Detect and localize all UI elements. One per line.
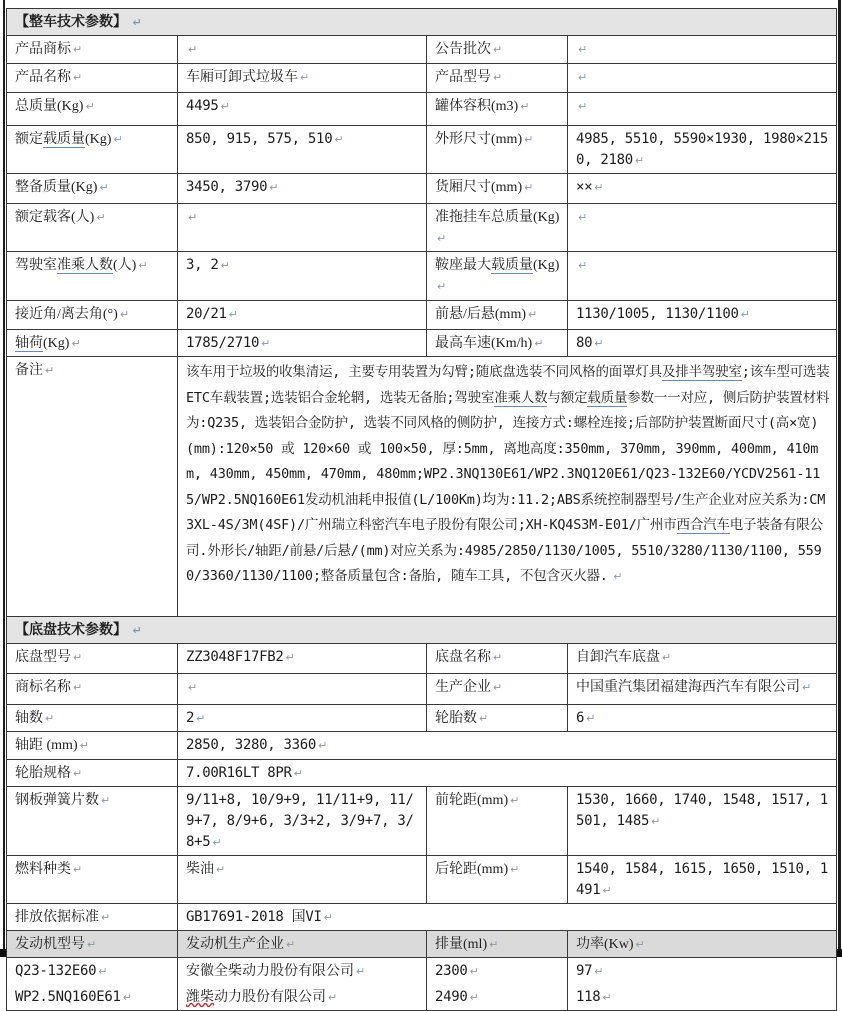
field-label: 轴数 [15,711,43,726]
field-value: 6 [576,710,585,726]
cell-value [178,644,427,674]
cell-value [568,787,837,856]
cell-label [7,174,178,204]
cell-value [568,252,837,301]
field-value: 2300 [435,963,468,979]
cell-value [568,174,837,204]
field-label: 接近角/离去角(°) [15,307,118,322]
cell-value [178,204,427,252]
field-label: 前悬/后悬(mm) [435,307,526,322]
engine-data-row [7,984,837,1011]
table-row [7,705,837,732]
cell-value [568,330,837,357]
field-label: 整备质量(Kg) [15,180,98,195]
paragraph-mark-icon: ↵ [594,337,604,350]
paragraph-mark-icon: ↵ [261,337,271,350]
cell-label [7,904,178,931]
field-label: 最高车速(Km/h) [435,336,533,351]
paragraph-mark-icon: ↵ [73,43,83,56]
paragraph-mark-icon: ↵ [113,133,123,146]
column-header: 排量(ml) [435,937,488,952]
cell-value [178,732,837,760]
table-row [7,357,837,617]
field-label: 备注 [15,363,43,378]
field-value: ×× [576,179,593,195]
cell-label [427,644,568,674]
cell-value [178,93,427,126]
field-value: 柴油 [186,862,214,877]
cell-value [178,674,427,705]
field-label: 轮胎规格 [15,766,71,781]
cell-value [568,301,837,330]
cell-label [427,93,568,126]
paragraph-mark-icon: ↵ [635,938,645,951]
field-label: 底盘型号 [15,650,71,665]
cell-value [178,36,427,64]
paragraph-mark-icon: ↵ [73,767,83,780]
cell-value [568,204,837,252]
field-value: WP2.5NQ160E61 [15,989,121,1005]
paragraph-mark-icon: ↵ [122,991,132,1004]
table-row [7,93,837,126]
cell-label [7,787,178,856]
paragraph-mark-icon: ↵ [132,16,142,29]
cell-label [7,674,178,705]
paragraph-mark-icon: ↵ [188,681,197,694]
cell-label [7,252,178,301]
paragraph-mark-icon: ↵ [73,681,83,694]
paragraph-mark-icon: ↵ [73,651,83,664]
cell-value [178,787,427,856]
field-label: 鞍座最大载质量(Kg) [435,258,560,273]
table-row [7,732,837,760]
cell-value [178,301,427,330]
paragraph-mark-icon: ↵ [73,863,83,876]
field-label: 轴荷(Kg) [15,336,70,351]
field-value: 20/21 [186,306,227,322]
table-row [7,9,837,36]
table-row [7,174,837,204]
table-row [7,760,837,787]
paragraph-mark-icon: ↵ [99,181,109,194]
section-title-text: 【整车技术参数】 [15,15,127,30]
cell-label [7,36,178,64]
field-value: ZZ3048F17FB2 [186,649,284,665]
cell-value [568,126,837,174]
page-edge-left [3,0,5,957]
cell-label [7,126,178,174]
field-label: 罐体容积(m3) [435,99,519,114]
field-value: 2850, 3280, 3360 [186,737,317,753]
paragraph-mark-icon: ↵ [216,863,226,876]
paragraph-mark-icon: ↵ [437,232,447,245]
paragraph-mark-icon: ↵ [602,884,612,897]
field-value: 2 [186,710,195,726]
field-label: 钢板弹簧片数 [15,793,99,808]
field-label: 产品商标 [15,42,71,57]
cell-value [568,93,837,126]
paragraph-mark-icon: ↵ [85,100,95,113]
engine-header-row [7,931,837,958]
field-value: 潍柴动力股份有限公司 [186,990,326,1005]
field-label: 总质量(Kg) [15,99,84,114]
field-label: 驾驶室准乘人数(人) [15,258,137,273]
paragraph-mark-icon: ↵ [469,965,479,978]
cell-engine-displacement [427,958,568,985]
paragraph-mark-icon: ↵ [578,43,587,56]
paragraph-mark-icon: ↵ [578,71,587,84]
cell-label [427,64,568,93]
cell-label-remark [7,357,178,617]
paragraph-mark-icon: ↵ [520,100,530,113]
cell-remark-text [178,357,837,617]
paragraph-mark-icon: ↵ [613,570,623,583]
paragraph-mark-icon: ↵ [188,211,197,224]
cell-value [568,64,837,93]
cell-value [178,64,427,93]
column-header: 发动机生产企业 [186,937,284,952]
paragraph-mark-icon: ↵ [45,364,55,377]
table-row [7,252,837,301]
paragraph-mark-icon: ↵ [101,794,111,807]
engine-header-power [568,931,837,958]
cell-label [427,330,568,357]
remark-text: 该车用于垃圾的收集清运, 主要专用装置为勾臂;随底盘选装不同风格的面罩灯具及排半驾驶室;该车型可选装ETC车载装置;选装铝合金轮辋, 选装无备胎;驾驶室准乘人数与额定载质量参数一一对应, 侧后防护装置材料为:Q235, 选装铝合金防护, 选装不同风格的侧防护, 连接方式:螺栓连接;后部防护装置断面尺寸(高×宽)(mm):120×50 或 120×60 或 100×50, 厚:5mm, 离地高度:350mm, 370mm, 390mm, 400mm, 410mm, 430mm, 450mm, 470mm, 480mm;WP2.3NQ130E61/WP2.3NQ120E61/Q23-132E60/YCDV2561-115/WP2.5NQ160E61发动机油耗申报值(L/100Km)均为:11.2;ABS系统控制器型号/生产企业对应关系为:CM3XL-4S/3M(4SF)/广州瑞立科密汽车电子股份有限公司;XH-KQ4S3M-E01/广州市西合汽车电子装备有限公司.外形长/轴距/前悬/后悬/(mm)对应关系为:4985/2850/1130/1005, 5510/3280/1130/1100, 5590/3360/1130/1100;整备质量包含:备胎, 随车工具, 不包含灭火器. [186,364,830,584]
paragraph-mark-icon: ↵ [437,280,447,293]
field-value: 3, 2 [186,257,219,273]
table-row [7,644,837,674]
cell-engine-model [7,958,178,985]
cell-label [427,204,568,252]
field-label: 底盘名称 [435,650,491,665]
field-label: 排放依据标准 [15,910,99,925]
cell-value [178,126,427,174]
cell-value [178,252,427,301]
paragraph-mark-icon: ↵ [479,712,489,725]
paragraph-mark-icon: ↵ [493,681,503,694]
cell-label [7,732,178,760]
paragraph-mark-icon: ↵ [534,337,544,350]
cell-value [568,856,837,904]
cell-label [7,705,178,732]
paragraph-mark-icon: ↵ [119,308,130,321]
table-row [7,904,837,931]
cell-value [178,904,837,931]
section-title-vehicle [7,9,837,36]
cell-value [568,705,837,732]
spec-table [6,8,837,1011]
paragraph-mark-icon: ↵ [524,133,534,146]
field-value: 1540, 1584, 1615, 1650, 1510, 1491 [576,861,828,898]
paragraph-mark-icon: ↵ [578,211,587,224]
field-value: 9/11+8, 10/9+9, 11/11+9, 11/9+7, 8/9+6, 3/3+2, 3/9+7, 3/8+5 [186,792,414,850]
paragraph-mark-icon: ↵ [293,767,303,780]
field-value: 850, 915, 575, 510 [186,131,333,147]
table-row [7,36,837,64]
paragraph-mark-icon: ↵ [96,211,106,224]
paragraph-mark-icon: ↵ [740,308,750,321]
paragraph-mark-icon: ↵ [510,794,520,807]
paragraph-mark-icon: ↵ [469,991,479,1004]
cell-label [427,126,568,174]
cell-engine-manufacturer [178,958,427,985]
field-value: 1130/1005, 1130/1100 [576,306,739,322]
field-value: 2490 [435,989,468,1005]
paragraph-mark-icon: ↵ [594,965,604,978]
paragraph-mark-icon: ↵ [79,739,89,752]
field-label: 燃料种类 [15,862,71,877]
paragraph-mark-icon: ↵ [285,651,295,664]
paragraph-mark-icon: ↵ [493,651,503,664]
field-value: 安徽全柴动力股份有限公司 [186,964,354,979]
paragraph-mark-icon: ↵ [662,651,672,664]
field-value: 4985, 5510, 5590×1930, 1980×2150, 2180 [576,131,828,168]
cell-label [7,93,178,126]
paragraph-mark-icon: ↵ [300,71,310,84]
cell-engine-manufacturer [178,984,427,1011]
paragraph-mark-icon: ↵ [578,259,587,272]
cell-label [7,644,178,674]
cell-label [7,64,178,93]
section-title-text: 【底盘技术参数】 [15,623,127,638]
cell-value [178,330,427,357]
table-row [7,64,837,93]
cell-engine-model [7,984,178,1011]
cell-label [7,856,178,904]
table-row [7,204,837,252]
field-label: 产品型号 [435,70,491,85]
table-row [7,787,837,856]
table-row [7,674,837,705]
paragraph-mark-icon: ↵ [98,965,108,978]
column-header: 功率(Kw) [576,937,634,952]
cell-label [427,787,568,856]
field-label: 轮胎数 [435,711,477,726]
paragraph-mark-icon: ↵ [651,815,661,828]
cell-value [178,760,837,787]
cell-value [568,644,837,674]
paragraph-mark-icon: ↵ [45,712,55,725]
table-row [7,617,837,644]
cell-label [427,174,568,204]
cell-label [7,301,178,330]
paragraph-mark-icon: ↵ [220,259,230,272]
table-row [7,330,837,357]
paragraph-mark-icon: ↵ [196,712,206,725]
paragraph-mark-icon: ↵ [318,739,327,752]
cell-value [568,36,837,64]
paragraph-mark-icon: ↵ [323,911,333,924]
cell-engine-power [568,984,837,1011]
paragraph-mark-icon: ↵ [489,938,499,951]
cell-value [178,705,427,732]
paragraph-mark-icon: ↵ [138,259,148,272]
field-value: 1530, 1660, 1740, 1548, 1517, 1501, 1485 [576,792,828,829]
cell-engine-power [568,958,837,985]
paragraph-mark-icon: ↵ [101,911,111,924]
cell-value [178,174,427,204]
field-value: 97 [576,963,593,979]
field-value: 中国重汽集团福建海西汽车有限公司 [576,680,800,695]
field-value: 自卸汽车底盘 [576,650,660,665]
field-label: 轴距 (mm) [15,738,78,753]
paragraph-mark-icon: ↵ [602,991,612,1004]
table-row [7,301,837,330]
field-value: 4495 [186,98,219,114]
paragraph-mark-icon: ↵ [269,181,279,194]
cell-label [427,301,568,330]
engine-header-manufacturer [178,931,427,958]
paragraph-mark-icon: ↵ [73,71,83,84]
paragraph-mark-icon: ↵ [528,308,538,321]
field-value: 车厢可卸式垃圾车 [186,70,298,85]
field-label: 准拖挂车总质量(Kg) [435,210,560,225]
field-value: 118 [576,989,601,1005]
cell-label [7,204,178,252]
engine-header-model [7,931,178,958]
paragraph-mark-icon: ↵ [188,43,197,56]
paragraph-mark-icon: ↵ [586,712,596,725]
field-value: 3450, 3790 [186,179,268,195]
field-label: 额定载质量(Kg) [15,132,112,147]
table-row [7,126,837,174]
paragraph-mark-icon: ↵ [334,133,344,146]
cell-label [427,674,568,705]
paragraph-mark-icon: ↵ [132,624,142,637]
cell-engine-displacement [427,984,568,1011]
field-label: 外形尺寸(mm) [435,132,523,147]
paragraph-mark-icon: ↵ [510,863,520,876]
cell-label [427,252,568,301]
field-label: 货厢尺寸(mm) [435,180,523,195]
cell-label [427,856,568,904]
field-label: 公告批次 [435,42,491,57]
paragraph-mark-icon: ↵ [228,308,238,321]
page-edge-right [838,0,841,957]
field-label: 产品名称 [15,70,71,85]
field-value: GB17691-2018 国VI [186,909,322,925]
paragraph-mark-icon: ↵ [634,154,644,167]
paragraph-mark-icon: ↵ [328,991,338,1004]
cell-value [568,674,837,705]
paragraph-mark-icon: ↵ [356,965,366,978]
paragraph-mark-icon: ↵ [493,43,503,56]
paragraph-mark-icon: ↵ [71,337,81,350]
engine-header-displacement [427,931,568,958]
field-value: 7.00R16LT 8PR [186,765,292,781]
cell-label [7,760,178,787]
field-label: 生产企业 [435,680,491,695]
field-value: 1785/2710 [186,335,260,351]
cell-value [178,856,427,904]
cell-label [427,36,568,64]
column-header: 发动机型号 [15,937,85,952]
field-label: 商标名称 [15,680,71,695]
paragraph-mark-icon: ↵ [802,681,812,694]
paragraph-mark-icon: ↵ [578,100,587,113]
field-label: 后轮距(mm) [435,862,509,877]
field-value: Q23-132E60 [15,963,97,979]
field-value: 80 [576,335,593,351]
engine-data-row [7,958,837,985]
section-title-chassis [7,617,837,644]
cell-label [427,705,568,732]
paragraph-mark-icon: ↵ [524,181,534,194]
paragraph-mark-icon: ↵ [286,938,296,951]
paragraph-mark-icon: ↵ [87,938,97,951]
cell-label [7,330,178,357]
paragraph-mark-icon: ↵ [594,181,604,194]
paragraph-mark-icon: ↵ [212,836,222,849]
paragraph-mark-icon: ↵ [220,100,230,113]
field-label: 前轮距(mm) [435,793,509,808]
table-row [7,856,837,904]
field-label: 额定载客(人) [15,210,95,225]
paragraph-mark-icon: ↵ [493,71,503,84]
